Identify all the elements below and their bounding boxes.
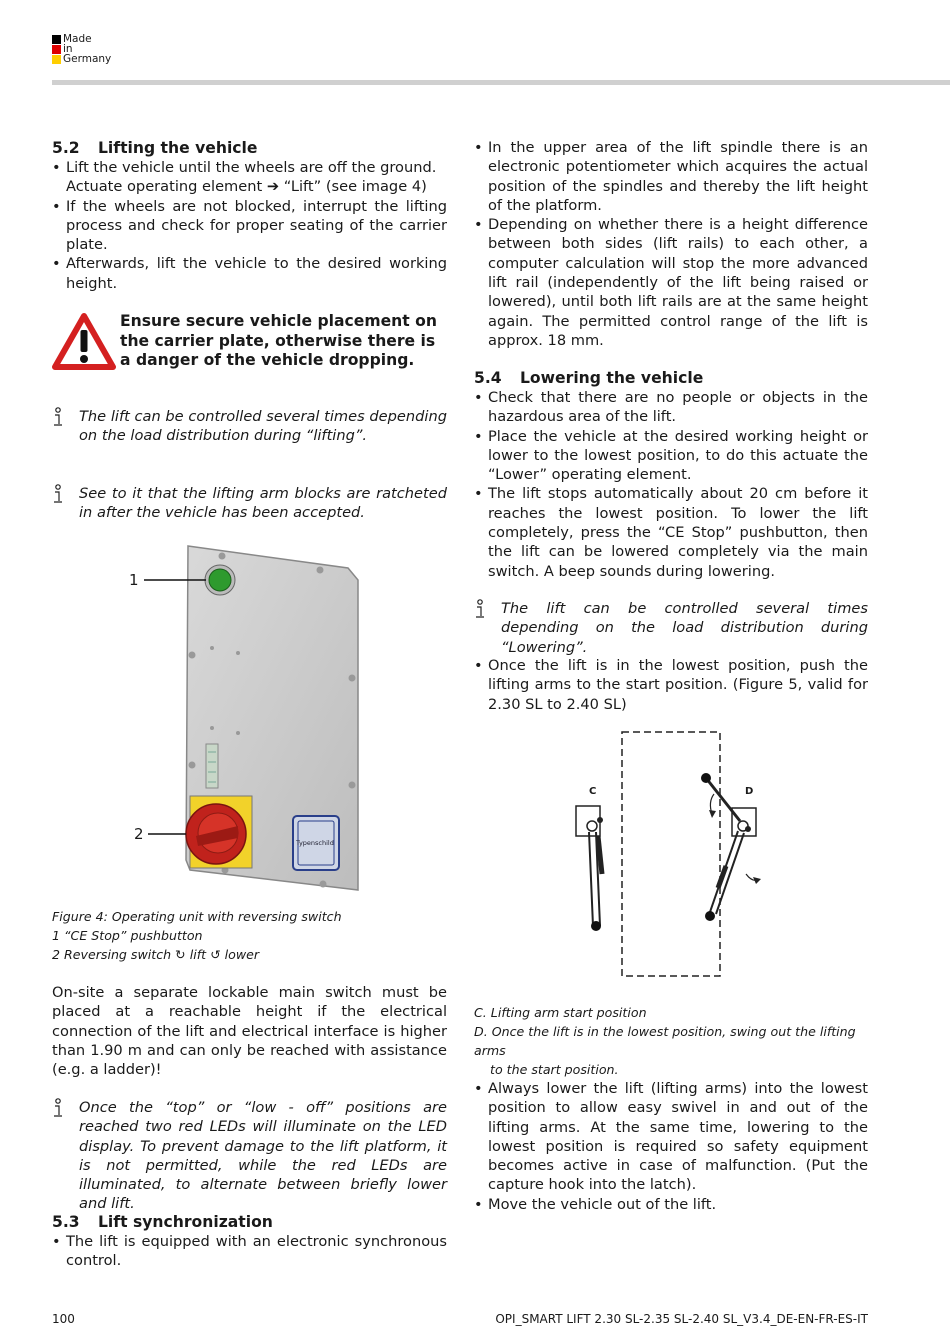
final-list bbox=[474, 1079, 868, 1214]
section-5-4-heading: 5.4 Lowering the vehicle bbox=[474, 369, 704, 387]
right-intro-list bbox=[474, 138, 868, 350]
info-note: The lift can be controlled several times depending on the load distribution during “lifting”. bbox=[79, 407, 447, 446]
info-icon bbox=[474, 599, 486, 619]
info-icon bbox=[52, 407, 64, 427]
callout-label-1: 1 bbox=[129, 571, 139, 589]
figure-4-caption bbox=[52, 907, 447, 964]
figure-5-lifting-arms bbox=[560, 728, 800, 980]
list-item: • Place the vehicle at the desired working height or lower to the lowest position, to do this actuate the “Lower” operating element. bbox=[474, 427, 868, 485]
header-rule bbox=[52, 80, 950, 85]
document-id: OPI_SMART LIFT 2.30 SL-2.35 SL-2.40 SL_V3.4_DE-EN-FR-ES-IT bbox=[495, 1312, 868, 1326]
warning-block bbox=[52, 312, 447, 372]
warning-text: Ensure secure vehicle placement on the carrier plate, otherwise there is a danger of the vehicle dropping. bbox=[120, 312, 437, 370]
lifting-arms-list bbox=[474, 656, 868, 714]
section-5-2 bbox=[52, 138, 447, 293]
list-item: • Afterwards, lift the vehicle to the desired working height. bbox=[52, 254, 447, 293]
info-note: Once the “top” or “low - off” positions are reached two red LEDs will illuminate on the LED display. To prevent damage to the lift platform, it is not permitted, while the red LEDs are illuminated, to alternate between briefly lower and lift. bbox=[79, 1098, 447, 1214]
list-item: • Lift the vehicle until the wheels are off the ground. Actuate operating element ➔ “Lift” (see image 4) bbox=[52, 158, 447, 197]
list-item: • Move the vehicle out of the lift. bbox=[474, 1195, 868, 1214]
fig5-label-d: D bbox=[745, 786, 754, 797]
flag-text-in: in bbox=[63, 43, 73, 55]
list-item: • Check that there are no people or objects in the hazardous area of the lift. bbox=[474, 388, 868, 427]
caption-title: Figure 4: Operating unit with reversing switch bbox=[52, 909, 342, 924]
caption-item: 1 “CE Stop” pushbutton bbox=[52, 928, 203, 943]
callout-label-2: 2 bbox=[134, 825, 144, 843]
info-note: See to it that the lifting arm blocks are ratcheted in after the vehicle has been accepted. bbox=[79, 484, 447, 523]
list-item: • If the wheels are not blocked, interrupt the lifting process and check for proper seating of the carrier plate. bbox=[52, 197, 447, 255]
page-number: 100 bbox=[52, 1312, 75, 1326]
list-item: • Depending on whether there is a height difference between both sides (lift rails) to each other, a computer calculation will stop the more advanced lift rail (independently of the lift being raised or lowered), until both lift rails are at the same height again. The permitted control range of the lift is approx. 18 mm. bbox=[474, 215, 868, 350]
lifting-arms-illustration bbox=[560, 728, 800, 980]
info-icon bbox=[52, 484, 64, 504]
type-plate-label: Typenschild bbox=[296, 839, 334, 847]
list-item: • The lift stops automatically about 20 cm before it reaches the lowest position. To lower the lift completely, press the “CE Stop” pushbutton, then the lift can be lowered completely via the main switch. A beep sounds during lowering. bbox=[474, 484, 868, 580]
flag-text-made: Made bbox=[63, 33, 92, 45]
section-5-3 bbox=[52, 1212, 447, 1271]
figure-4-operating-unit bbox=[120, 540, 370, 900]
figure-5-caption bbox=[474, 1003, 868, 1079]
info-note: The lift can be controlled several times depending on the load distribution during “Lowering”. bbox=[501, 599, 868, 657]
list-item: • The lift is equipped with an electronic synchronous control. bbox=[52, 1232, 447, 1271]
flag-text-germany: Germany bbox=[63, 53, 112, 65]
caption-item: 2 Reversing switch ↻ lift ↺ lower bbox=[52, 947, 260, 962]
caption-item: D. Once the lift is in the lowest position, swing out the lifting arms bbox=[474, 1024, 856, 1058]
list-item: • Once the lift is in the lowest position, push the lifting arms to the start position. (Figure 5, valid for 2.30 SL to 2.40 SL) bbox=[474, 656, 868, 714]
section-5-4 bbox=[474, 368, 868, 581]
list-item: • In the upper area of the lift spindle there is an electronic potentiometer which acquires the actual position of the spindles and thereby the lift height of the platform. bbox=[474, 138, 868, 215]
made-in-germany-badge bbox=[52, 34, 132, 64]
fig5-label-c: C bbox=[589, 786, 597, 797]
info-icon bbox=[52, 1098, 64, 1118]
section-5-3-heading: 5.3 Lift synchronization bbox=[52, 1213, 273, 1231]
list-item: • Always lower the lift (lifting arms) into the lowest position to allow easy swivel in and out of the lifting arms. At the same time, lowering to the lowest position is required so safety equipment becomes active in case of malfunction. (Put the capture hook into the latch). bbox=[474, 1079, 868, 1195]
main-switch-paragraph: On-site a separate lockable main switch must be placed at a reachable height if the electrical connection of the lift and electrical interface is higher than 1.90 m and can only be reached with assistance (e.g. a ladder)! bbox=[52, 984, 447, 1079]
caption-item: to the start position. bbox=[490, 1062, 619, 1077]
warning-triangle-icon bbox=[52, 312, 116, 370]
caption-item: C. Lifting arm start position bbox=[474, 1005, 647, 1020]
section-5-2-heading: 5.2 Lifting the vehicle bbox=[52, 139, 258, 157]
